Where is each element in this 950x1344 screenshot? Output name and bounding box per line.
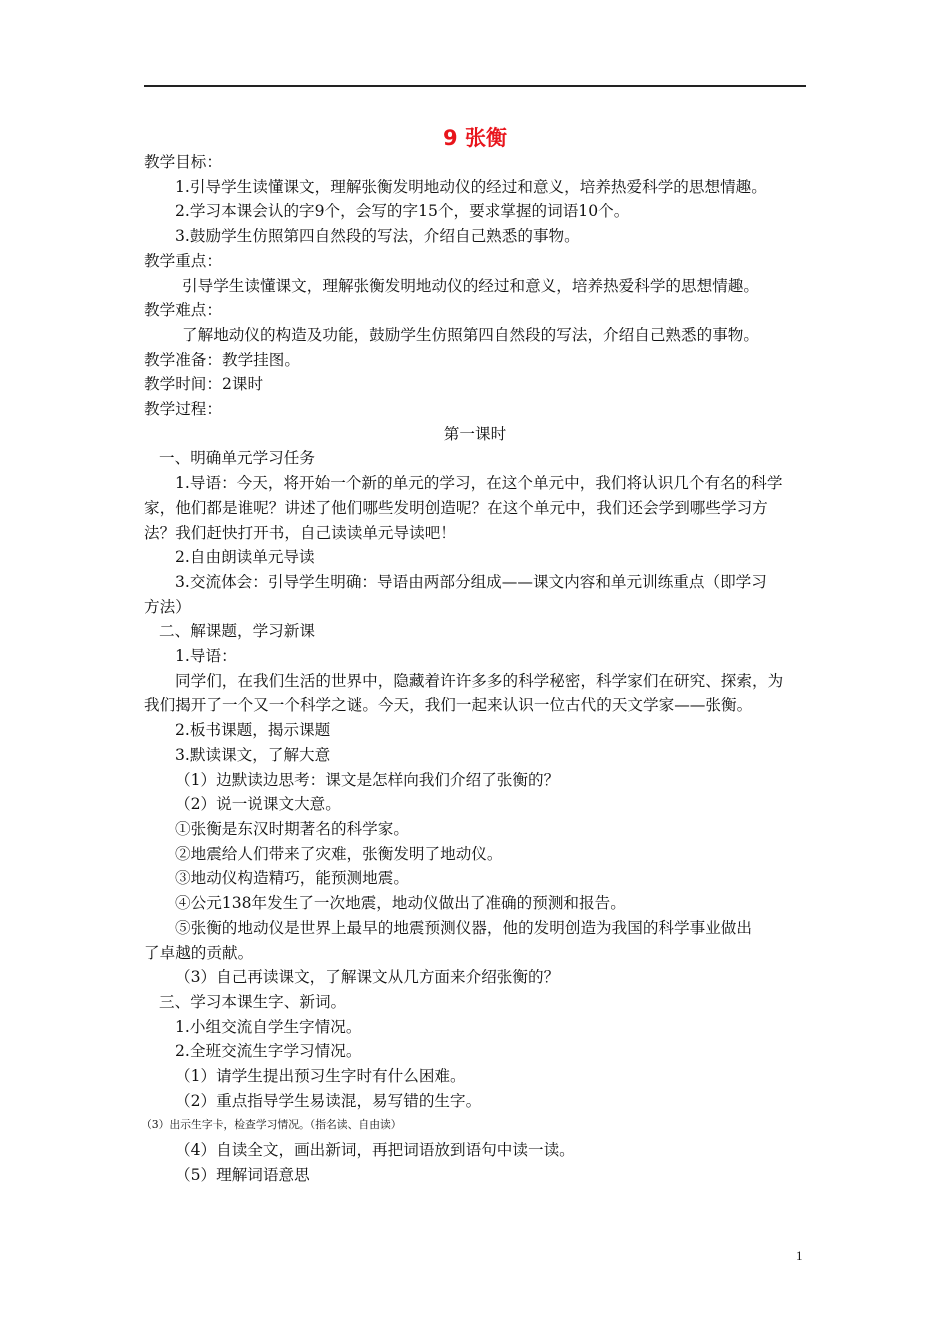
text-line: （5）理解词语意思 [175,1165,310,1184]
text-line: 教学重点： [144,251,222,270]
text-line: 教学目标： [144,153,222,171]
text-line: （2）重点指导学生易读混，易写错的生字。 [175,1091,482,1110]
text-line: （4）自读全文，画出新词，再把词语放到语句中读一读。 [175,1141,575,1160]
text-line: （1）请学生提出预习生字时有什么困难。 [175,1067,466,1086]
text-line: 我们揭开了一个又一个科学之谜。今天，我们一起来认识一位古代的天文学家——张衡。 [144,696,753,715]
text-line: 了解地动仪的构造及功能，鼓励学生仿照第四自然段的写法，介绍自己熟悉的事物。 [182,325,759,344]
page-title: 9 张衡 [443,126,507,150]
page-number: 1 [796,1248,803,1263]
text-line: 法？我们赶快打开书，自己读读单元导读吧！ [144,523,456,542]
text-line: ②地震给人们带来了灾难，张衡发明了地动仪。 [175,844,503,863]
text-line: ①张衡是东汉时期著名的科学家。 [175,819,409,838]
document-body [141,150,806,1188]
text-line: 教学难点： [144,301,222,320]
text-line: 第一课时 [443,424,507,443]
text-line: （3）出示生字卡，检查学习情况。（指名读、自由读） [141,1118,402,1132]
header-rule [144,85,806,87]
text-line: 2.全班交流生字学习情况。 [175,1042,362,1061]
text-line: 3.默读课文，了解大意 [175,745,331,764]
text-line: 2.学习本课会认的字9个，会写的字15个，要求掌握的词语10个。 [175,202,630,221]
text-line: 3.鼓励学生仿照第四自然段的写法，介绍自己熟悉的事物。 [175,227,580,246]
text-line: 1.导语：今天，将开始一个新的单元的学习，在这个单元中，我们将认识几个有名的科学 [175,474,783,493]
text-line: 1.导语： [175,647,237,666]
text-line: 家，他们都是谁呢？讲述了他们哪些发明创造呢？在这个单元中，我们还会学到哪些学习方 [144,498,768,517]
text-line: 2.板书课题，揭示课题 [175,721,331,740]
text-line: 2.自由朗读单元导读 [175,548,315,567]
text-line: 1.小组交流自学生字情况。 [175,1017,362,1036]
text-line: 教学时间：2课时 [144,375,264,394]
text-line: 引导学生读懂课文，理解张衡发明地动仪的经过和意义，培养热爱科学的思想情趣。 [182,276,759,295]
text-line: 了卓越的贡献。 [144,943,254,962]
text-line: 二、解课题，学习新课 [159,622,315,641]
text-line: ⑤张衡的地动仪是世界上最早的地震预测仪器，他的发明创造为我国的科学事业做出 [175,918,752,937]
text-line: 一、明确单元学习任务 [159,449,315,468]
text-line: （3）自己再读课文，了解课文从几方面来介绍张衡的？ [175,968,560,987]
text-line: 教学过程： [144,400,222,419]
text-line: 3.交流体会：引导学生明确：导语由两部分组成——课文内容和单元训练重点（即学习 [175,572,767,591]
text-line: 同学们，在我们生活的世界中，隐藏着许许多多的科学秘密，科学家们在研究、探索，为 [175,671,784,690]
text-line: （1）边默读边思考：课文是怎样向我们介绍了张衡的？ [175,770,560,789]
text-line: 1.引导学生读懂课文，理解张衡发明地动仪的经过和意义，培养热爱科学的思想情趣。 [175,177,767,196]
text-line: 三、学习本课生字、新词。 [159,992,347,1011]
text-line: ③地动仪构造精巧，能预测地震。 [175,869,409,888]
text-line: 教学准备：教学挂图。 [144,350,300,369]
text-line: 方法） [144,597,191,616]
text-line: ④公元138年发生了一次地震，地动仪做出了准确的预测和报告。 [175,894,626,913]
text-line: （2）说一说课文大意。 [175,795,341,814]
